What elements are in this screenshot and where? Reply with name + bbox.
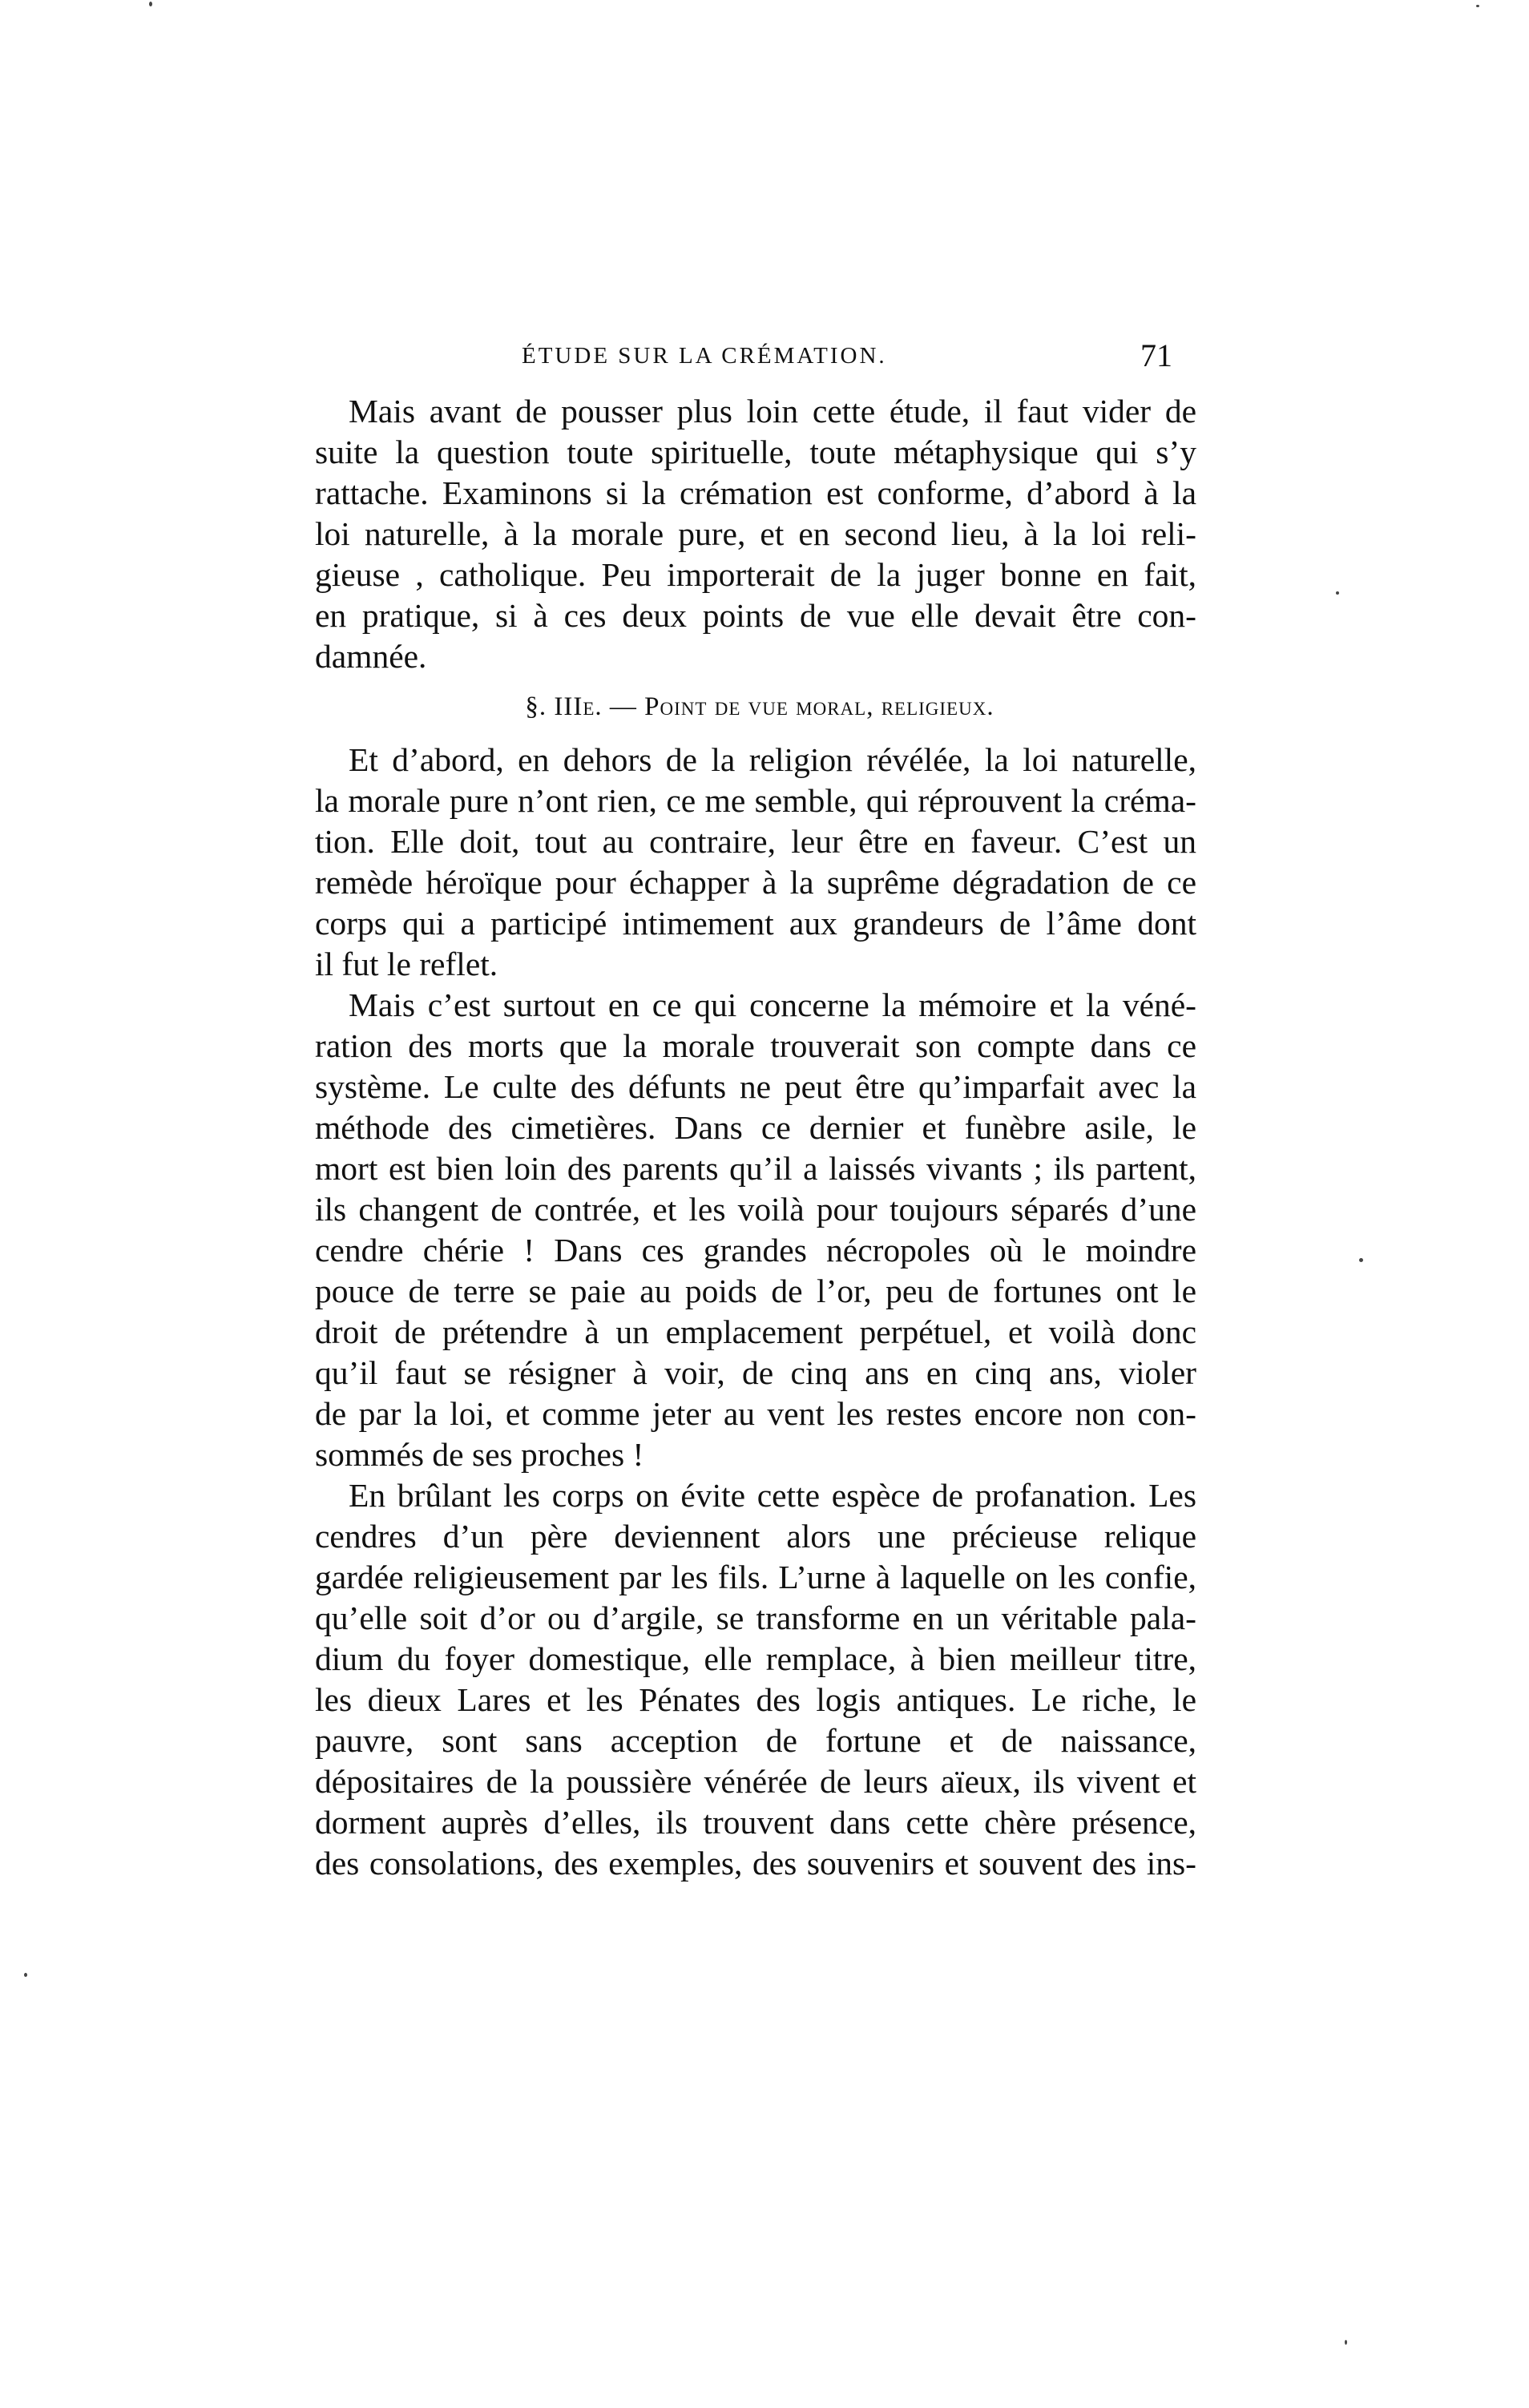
print-speck <box>1345 2340 1347 2345</box>
text-line: en pratique, si à ces deux points de vue elle devait être con- <box>315 597 1196 634</box>
text-line: dépositaires de la poussière vénérée de leurs aïeux, ils vivent et <box>315 1763 1196 1800</box>
print-speck <box>149 2 152 6</box>
paragraph <box>315 391 1196 677</box>
text-line: des consolations, des exemples, des souvenirs et souvent des ins- <box>315 1845 1196 1882</box>
text-line: pouce de terre se paie au poids de l’or, peu de fortunes ont le <box>315 1273 1196 1309</box>
text-line: tion. Elle doit, tout au contraire, leur être en faveur. C’est un <box>315 823 1196 860</box>
text-line: corps qui a participé intimement aux grandeurs de l’âme dont <box>315 905 1196 942</box>
running-head <box>315 337 1196 381</box>
text-line: de par la loi, et comme jeter au vent les restes encore non con- <box>315 1395 1196 1432</box>
text-line: rattache. Examinons si la crémation est conforme, d’abord à la <box>315 474 1196 511</box>
text-line: il fut le reflet. <box>315 946 498 982</box>
text-line: qu’il faut se résigner à voir, de cinq ans en cinq ans, violer <box>315 1354 1196 1391</box>
text-line: pauvre, sont sans acception de fortune et de naissance, <box>315 1722 1196 1759</box>
text-line: dorment auprès d’elles, ils trouvent dans cette chère présence, <box>315 1804 1196 1841</box>
text-line: ration des morts que la morale trouverait son compte dans ce <box>315 1027 1196 1064</box>
text-line: ils changent de contrée, et les voilà pour toujours séparés d’une <box>315 1191 1196 1228</box>
running-head-title: ÉTUDE SUR LA CRÉMATION. <box>522 343 887 369</box>
text-line: loi naturelle, à la morale pure, et en second lieu, à la loi reli- <box>315 515 1196 552</box>
text-line: damnée. <box>315 638 427 675</box>
text-line: En brûlant les corps on évite cette espèce de profanation. Les <box>349 1477 1196 1514</box>
text-line: cendre chérie ! Dans ces grandes nécropoles où le moindre <box>315 1232 1196 1269</box>
print-speck <box>1359 1258 1363 1262</box>
text-line: Et d’abord, en dehors de la religion révélée, la loi naturelle, <box>349 741 1196 778</box>
text-line: Mais c’est surtout en ce qui concerne la mémoire et la véné- <box>349 986 1196 1023</box>
paragraph <box>315 985 1196 1475</box>
text-line: méthode des cimetières. Dans ce dernier et funèbre asile, le <box>315 1109 1196 1146</box>
text-block <box>315 337 1196 1884</box>
text-line: système. Le culte des défunts ne peut être qu’imparfait avec la <box>315 1068 1196 1105</box>
text-line: cendres d’un père deviennent alors une précieuse relique <box>315 1518 1196 1555</box>
text-line: suite la question toute spirituelle, toute métaphysique qui s’y <box>315 434 1196 470</box>
text-line: la morale pure n’ont rien, ce me semble, qui réprouvent la créma- <box>315 782 1196 819</box>
text-line: sommés de ses proches ! <box>315 1436 644 1473</box>
text-line: mort est bien loin des parents qu’il a laissés vivants ; ils partent, <box>315 1150 1196 1187</box>
print-speck <box>24 1973 27 1977</box>
text-line: Mais avant de pousser plus loin cette étude, il faut vider de <box>349 393 1196 430</box>
text-line: les dieux Lares et les Pénates des logis antiques. Le riche, le <box>315 1681 1196 1718</box>
text-line: qu’elle soit d’or ou d’argile, se transforme en un véritable pala- <box>315 1599 1196 1636</box>
text-line: gardée religieusement par les fils. L’urne à laquelle on les confie, <box>315 1559 1196 1595</box>
text-line: gieuse , catholique. Peu importerait de la juger bonne en fait, <box>315 556 1196 593</box>
print-speck <box>1336 591 1339 595</box>
text-line: droit de prétendre à un emplacement perpétuel, et voilà donc <box>315 1313 1196 1350</box>
page-number: 71 <box>1140 337 1172 373</box>
text-line: remède héroïque pour échapper à la suprême dégradation de ce <box>315 864 1196 901</box>
section-title: §. IIIe. — Point de vue moral, religieux. <box>525 692 994 721</box>
print-speck <box>1476 5 1479 7</box>
text-line: dium du foyer domestique, elle remplace, à bien meilleur titre, <box>315 1640 1196 1677</box>
paragraph <box>315 740 1196 985</box>
paragraph <box>315 1475 1196 1884</box>
